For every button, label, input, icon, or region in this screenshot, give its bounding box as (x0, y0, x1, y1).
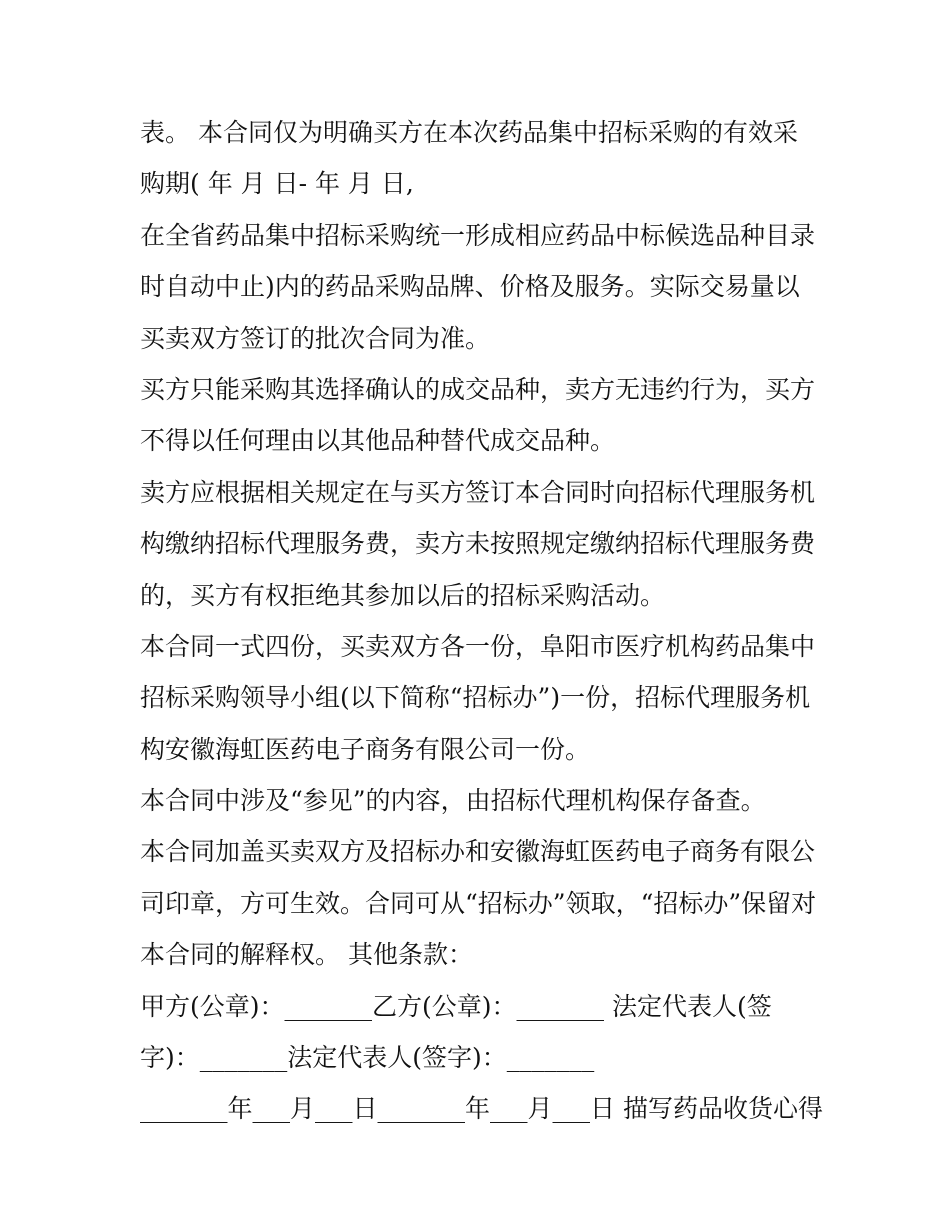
text-line: 本合同加盖买卖双方及招标办和安徽海虹医药电子商务有限公 (140, 837, 816, 867)
date-line: _______年___月___日_______年___月___日 描写药品收货心得 (140, 1094, 823, 1124)
signature-line: 字)：_______法定代表人(签字)：_______ (140, 1043, 595, 1073)
text-line: 司印章，方可生效。合同可从“招标办”领取，“招标办”保留对 (140, 888, 817, 918)
contract-text (140, 107, 823, 1135)
text-line: 在全省药品集中招标采购统一形成相应药品中标候选品种目录 (140, 220, 816, 250)
text-line: 购期( 年 月 日- 年 月 日, (140, 169, 414, 199)
signature-line: 甲方(公章)：_______乙方(公章)：_______ 法定代表人(签 (140, 991, 772, 1021)
text-line: 买卖双方签订的批次合同为准。 (140, 323, 491, 353)
text-line: 时自动中止)内的药品采购品牌、价格及服务。实际交易量以 (140, 272, 800, 302)
text-line: 招标采购领导小组(以下简称“招标办”)一份，招标代理服务机 (140, 683, 811, 713)
text-line: 的，买方有权拒绝其参加以后的招标采购活动。 (140, 580, 666, 610)
text-line: 本合同中涉及“参见”的内容，由招标代理机构保存备查。 (140, 786, 766, 816)
text-line: 本合同的解释权。 其他条款： (140, 940, 473, 970)
text-line: 卖方应根据相关规定在与买方签订本合同时向招标代理服务机 (140, 477, 816, 507)
text-line: 买方只能采购其选择确认的成交品种，卖方无违约行为，买方 (140, 374, 816, 404)
text-line: 不得以任何理由以其他品种替代成交品种。 (140, 426, 616, 456)
text-line: 表。 本合同仅为明确买方在本次药品集中招标采购的有效采 (140, 118, 798, 147)
text-line: 构缴纳招标代理服务费，卖方未按照规定缴纳招标代理服务费 (140, 529, 816, 559)
text-line: 构安徽海虹医药电子商务有限公司一份。 (140, 734, 591, 764)
text-line: 本合同一式四份，买卖双方各一份，阜阳市医疗机构药品集中 (140, 631, 816, 661)
